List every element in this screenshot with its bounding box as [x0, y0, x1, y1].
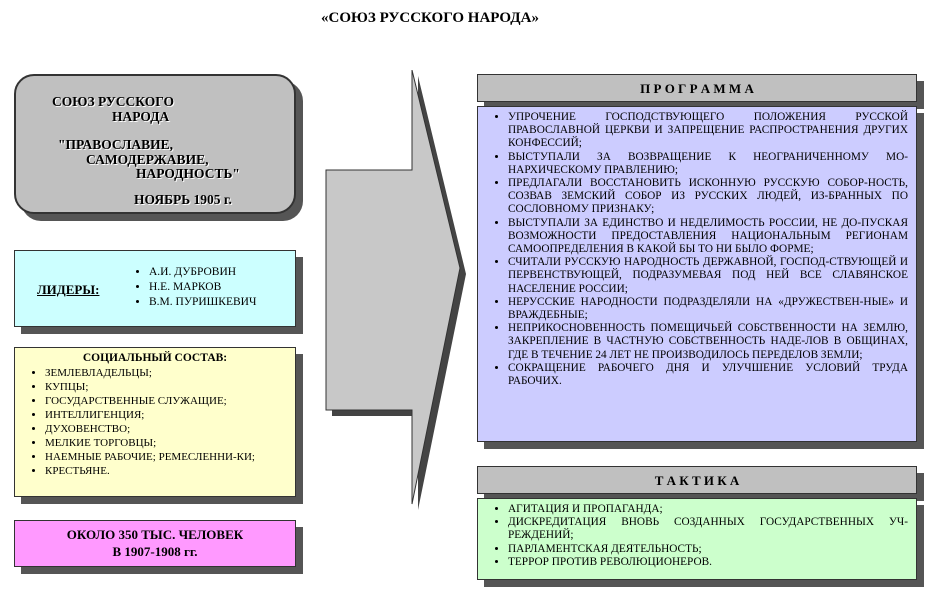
tactics-header: Т А К Т И К А: [477, 466, 917, 494]
program-item: • СОКРАЩЕНИЕ РАБОЧЕГО ДНЯ И УЛУЧШЕНИЕ УСЛОВИЙ ТРУДА РАБОЧИХ.: [508, 362, 908, 388]
leaders-list: [135, 265, 256, 310]
tactics-item: • АГИТАЦИЯ И ПРОПАГАНДА;: [508, 503, 908, 516]
membership-period: В 1907-1908 гг.: [112, 544, 198, 559]
social-composition-title: СОЦИАЛЬНЫЙ СОСТАВ:: [82, 352, 228, 364]
organization-box: [14, 74, 296, 214]
program-list: [478, 107, 916, 388]
org-motto-line-1: "ПРАВОСЛАВИЕ,: [58, 137, 174, 152]
org-motto-line-3: НАРОДНОСТЬ": [136, 166, 240, 181]
tactics-box: [477, 498, 917, 580]
leaders-label: ЛИДЕРЫ:: [37, 282, 100, 297]
social-item: • КУПЦЫ;: [45, 380, 287, 394]
social-item: • ИНТЕЛЛИГЕНЦИЯ;: [45, 408, 287, 422]
org-name-line-2: НАРОДА: [112, 109, 170, 124]
org-founded-date: НОЯБРЬ 1905 г.: [134, 192, 232, 207]
leader-item: • В.М. ПУРИШКЕВИЧ: [149, 295, 256, 310]
leader-item: • Н.Е. МАРКОВ: [149, 280, 256, 295]
tactics-item: • ТЕРРОР ПРОТИВ РЕВОЛЮЦИОНЕРОВ.: [508, 556, 908, 569]
program-item: • НЕПРИКОСНОВЕННОСТЬ ПОМЕЩИЧЬЕЙ СОБСТВЕННОСТИ НА ЗЕМЛЮ, ЗАКРЕПЛЕНИЕ В ЧАСТНУЮ СОБСТВЕННОСТЬ НАДЕ-ЛОВ В ОБЩИНАХ, ГДЕ В ТЕЧЕНИЕ 24 ЛЕТ НЕ ПРОИЗВОДИЛОСЬ ПЕРЕДЕЛОВ ЗЕМЛИ;: [508, 322, 908, 362]
social-item: • ГОСУДАРСТВЕННЫЕ СЛУЖАЩИЕ;: [45, 394, 287, 408]
leaders-box: [14, 250, 296, 327]
social-item: • НАЕМНЫЕ РАБОЧИЕ; РЕМЕСЛЕННИ-КИ;: [45, 450, 287, 464]
program-item: • ВЫСТУПАЛИ ЗА ВОЗВРАЩЕНИЕ К НЕОГРАНИЧЕННОМУ МО-НАРХИЧЕСКОМУ ПРАВЛЕНИЮ;: [508, 151, 908, 177]
right-arrow-shape: [324, 70, 474, 540]
social-item: • КРЕСТЬЯНЕ.: [45, 464, 287, 478]
program-item: • НЕРУССКИЕ НАРОДНОСТИ ПОДРАЗДЕЛЯЛИ НА «ДРУЖЕСТВЕН-НЫЕ» И ВРАЖДЕБНЫЕ;: [508, 296, 908, 322]
org-name-line-1: СОЮЗ РУССКОГО: [52, 94, 174, 109]
program-item: • УПРОЧЕНИЕ ГОСПОДСТВУЮЩЕГО ПОЛОЖЕНИЯ РУССКОЙ ПРАВОСЛАВНОЙ ЦЕРКВИ И ЗАПРЕЩЕНИЕ РАСПРОСТРАНЕНИЯ ДРУГИХ КОНФЕССИЙ;: [508, 111, 908, 151]
org-motto-line-2: САМОДЕРЖАВИЕ,: [86, 152, 209, 167]
social-item: • ДУХОВЕНСТВО;: [45, 422, 287, 436]
page-title: «СОЮЗ РУССКОГО НАРОДА»: [321, 10, 539, 26]
leader-item: • А.И. ДУБРОВИН: [149, 265, 256, 280]
program-item: • СЧИТАЛИ РУССКУЮ НАРОДНОСТЬ ДЕРЖАВНОЙ, ГОСПОД-СТВУЮЩЕЙ И ПЕРВЕНСТВУЮЩЕЙ, ПОДРАЗУМЕВАЯ ПОД НЕЙ ВСЕ СЛАВЯНСКОЕ НАСЕЛЕНИЕ РОССИИ;: [508, 256, 908, 296]
membership-count-box: [14, 520, 296, 567]
program-item: • ВЫСТУПАЛИ ЗА ЕДИНСТВО И НЕДЕЛИМОСТЬ РОССИИ, НЕ ДО-ПУСКАЯ ВОЗМОЖНОСТИ ПРЕДОСТАВЛЕНИЯ НАЦИОНАЛЬНЫМ РЕГИОНАМ САМООПРЕДЕЛЕНИЯ В КАКОЙ БЫ ТО НИ БЫЛО ФОРМЕ;: [508, 217, 908, 257]
tactics-item: • ПАРЛАМЕНТСКАЯ ДЕЯТЕЛЬНОСТЬ;: [508, 543, 908, 556]
social-item: • ЗЕМЛЕВЛАДЕЛЬЦЫ;: [45, 366, 287, 380]
program-header: П Р О Г Р А М М А: [477, 74, 917, 102]
program-box: [477, 106, 917, 442]
social-item: • МЕЛКИЕ ТОРГОВЦЫ;: [45, 436, 287, 450]
program-item: • ПРЕДЛАГАЛИ ВОССТАНОВИТЬ ИСКОННУЮ РУССКУЮ СОБОР-НОСТЬ, СОЗВАВ ЗЕМСКИЙ СОБОР ИЗ РУССКИХ ЛЮДЕЙ, ИЗ-БРАННЫХ ПО СОСЛОВНОМУ ПРИЗНАКУ;: [508, 177, 908, 217]
tactics-list: [478, 499, 916, 569]
membership-count: ОКОЛО 350 ТЫС. ЧЕЛОВЕК: [66, 527, 244, 542]
social-composition-box: [14, 347, 296, 497]
social-composition-list: [15, 366, 295, 478]
tactics-item: • ДИСКРЕДИТАЦИЯ ВНОВЬ СОЗДАННЫХ ГОСУДАРСТВЕННЫХ УЧ-РЕЖДЕНИЙ;: [508, 516, 908, 542]
